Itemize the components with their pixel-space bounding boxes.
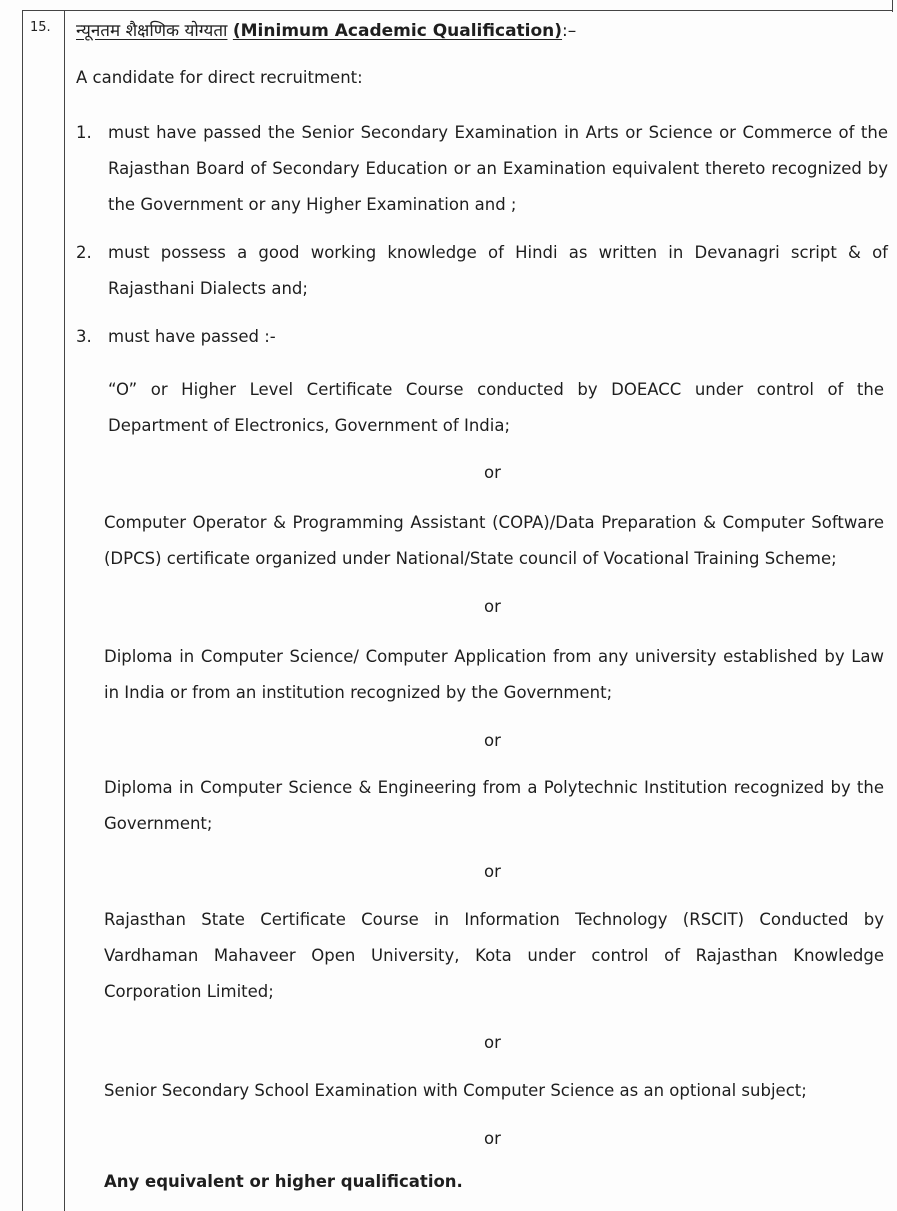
heading-english: (Minimum Academic Qualification) <box>232 21 563 41</box>
or-separator: or <box>484 1033 501 1052</box>
list-item <box>76 319 888 355</box>
or-separator: or <box>484 862 501 881</box>
table-column-rule <box>64 10 65 1211</box>
list-item-text: must possess a good working knowledge of Hindi as written in Devanagri script & of Rajasthani Dialects and; <box>108 243 888 298</box>
heading-suffix: :– <box>562 21 577 41</box>
serial-number: 15. <box>30 20 51 35</box>
heading-hindi: न्यूनतम शैक्षणिक योग्यता <box>76 21 228 41</box>
section-heading <box>76 18 576 41</box>
qualification-option: Diploma in Computer Science & Engineering from a Polytechnic Institution recognized by the Government; <box>104 778 884 833</box>
qualification-option: “O” or Higher Level Certificate Course conducted by DOEACC under control of the Department of Electronics, Government of India; <box>108 380 884 435</box>
list-item-text: must have passed the Senior Secondary Examination in Arts or Science or Commerce of the Rajasthan Board of Secondary Education or an Examination equivalent thereto recognized by the Government or any Higher Examination and ; <box>108 123 888 214</box>
table-top-rule <box>22 10 893 11</box>
list-item-number: 3. <box>76 327 92 346</box>
table-left-rule <box>22 10 23 1211</box>
qualification-option: Senior Secondary School Examination with Computer Science as an optional subject; <box>104 1081 807 1100</box>
or-separator: or <box>484 1129 501 1148</box>
list-item-number: 1. <box>76 123 92 142</box>
table-right-rule <box>892 0 893 12</box>
qualification-option: Diploma in Computer Science/ Computer Application from any university established by Law in India or from an institution recognized by the Government; <box>104 647 884 702</box>
list-item-text: must have passed :- <box>108 327 276 346</box>
list-item-number: 2. <box>76 243 92 262</box>
list-item <box>76 235 888 307</box>
intro-text: A candidate for direct recruitment: <box>76 68 363 87</box>
or-separator: or <box>484 597 501 616</box>
list-item <box>76 115 888 223</box>
final-qualification: Any equivalent or higher qualification. <box>104 1172 463 1191</box>
or-separator: or <box>484 463 501 482</box>
or-separator: or <box>484 731 501 750</box>
qualification-option: Rajasthan State Certificate Course in Information Technology (RSCIT) Conducted by Vardhaman Mahaveer Open University, Kota under control of Rajasthan Knowledge Corporation Limited; <box>104 910 884 1001</box>
qualification-option: Computer Operator & Programming Assistant (COPA)/Data Preparation & Computer Software (DPCS) certificate organized under National/State council of Vocational Training Scheme; <box>104 513 884 568</box>
